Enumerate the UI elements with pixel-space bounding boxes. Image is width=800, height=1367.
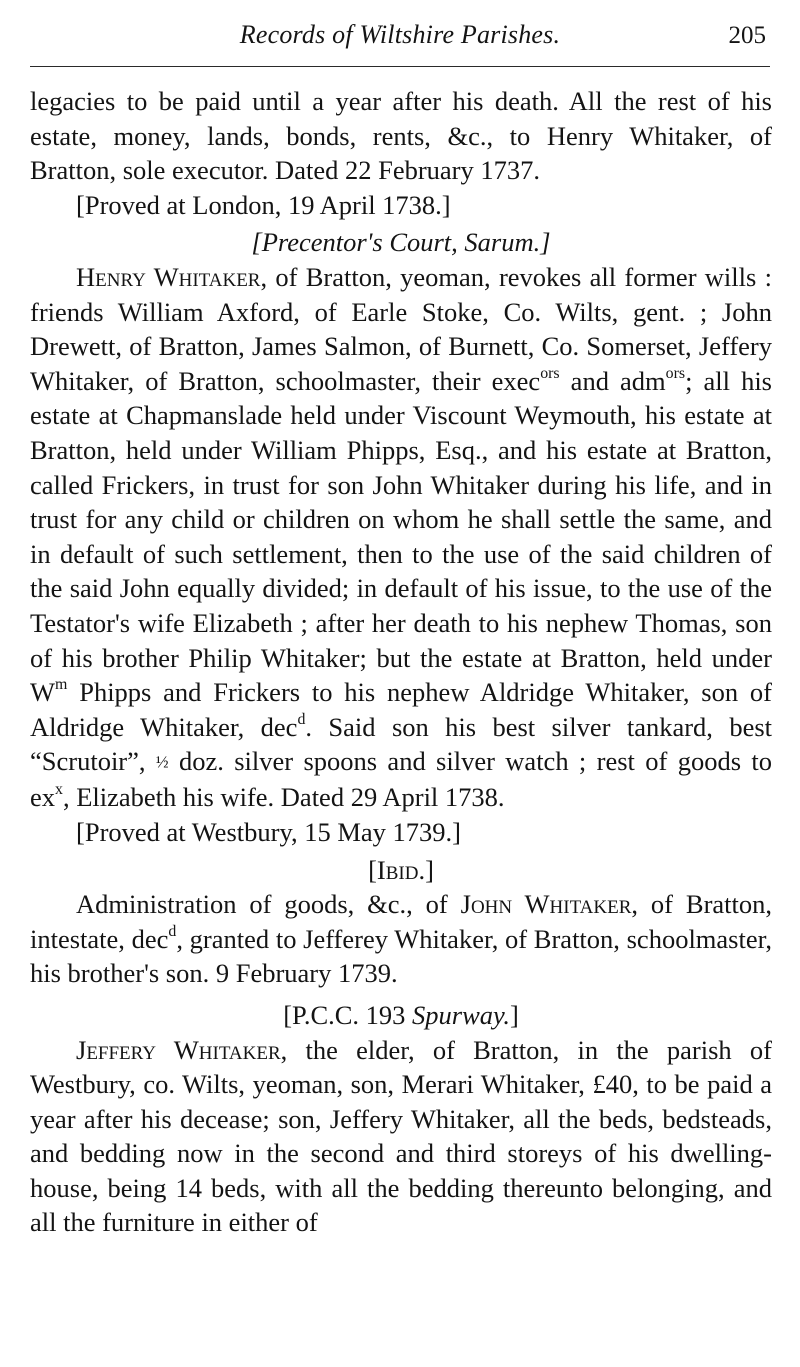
page-text bbox=[30, 84, 772, 1240]
probate-note-westbury: [Proved at Westbury, 15 May 1739.] bbox=[76, 816, 462, 847]
entry-name: Jeffery Whitaker bbox=[76, 1034, 281, 1065]
entry-henry-whitaker: Henry Whitaker, of Bratton, yeoman, revokes all former wills : friends William Axford, of Earle Stoke, Co. Wilts, gent. ; John Drewett, of Bratton, James Salmon, of Burnett, Co. Somerset, Jeffery Whitaker, of Bratton, schoolmaster, their exec$^{ors}$ and adm$^{ors}$; all his estate at Chapmanslade held under Viscount Weymouth, his estate at Bratton, held under William Phipps, Esq., and his estate at Bratton, called Frickers, in trust for son John Whitaker during his life, and in trust for any child or children on whom he shall settle the same, and in default of such settlement, then to the use of the said children of the said John equally divided; in default of his issue, to the use of the Testator's wife Elizabeth ; after her death to his nephew Thomas, son of his brother Philip Whitaker; but the estate at Bratton, held under $W^m$ Phipps and Frickers to his nephew Aldridge Whitaker, son of Aldridge Whitaker, dec$^d$. Said son his best silver tankard, best “Scrutoir”, ½ doz. silver spoons and silver watch ; rest of goods to $ex^x$, Elizabeth his wife. Dated 29 April 1738. bbox=[30, 261, 773, 813]
page-number: 205 bbox=[728, 22, 766, 49]
entry-jeffery-whitaker: Jeffery Whitaker, the elder, of Bratton, in the parish of Westbury, co. Wilts, yeoman, son, Merari Whitaker, £40, to be paid a year after his decease; son, Jeffery Whitaker, all the beds, bedsteads, and bedding now in the second and third storeys of his dwelling-house, being 14 beds, with all the bedding thereunto belonging, and all the furniture in either of bbox=[30, 1034, 772, 1238]
section-heading-precentor: [Precentor's Court, Sarum.] bbox=[251, 227, 551, 258]
running-title: Records of Wiltshire Parishes. bbox=[239, 20, 561, 49]
paragraph-continuation: legacies to be paid until a year after his death. All the rest of his estate, money, lands, bonds, rents, &c., to Henry Whitaker, of Bratton, sole executor. Dated 22 February 1737. bbox=[30, 86, 772, 186]
section-heading-pcc: [P.C.C. 193 Spurway.] bbox=[283, 999, 519, 1030]
half-fraction: ½ bbox=[155, 752, 169, 772]
entry-name: Henry Whitaker bbox=[76, 261, 261, 292]
probate-note-london: [Proved at London, 19 April 1738.] bbox=[76, 189, 451, 220]
entry-john-whitaker: Administration of goods, &c., of John Whitaker, of Bratton, intestate, dec$^d$, granted to Jefferey Whitaker, of Bratton, schoolmaster, his brother's son. 9 February 1739. bbox=[30, 889, 773, 989]
header-rule bbox=[30, 66, 770, 67]
section-heading-ibid: [Ibid.] bbox=[368, 854, 434, 885]
running-head bbox=[30, 16, 770, 56]
entry-name: John Whitaker bbox=[460, 889, 632, 920]
